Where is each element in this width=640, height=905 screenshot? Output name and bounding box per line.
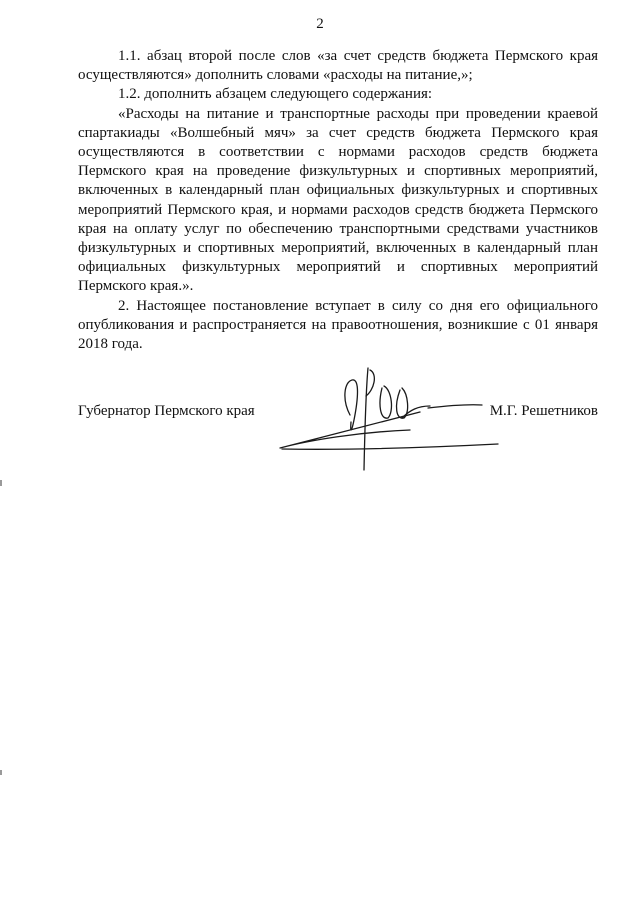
paragraph-2: 2. Настоящее постановление вступает в силу со дня его официального опубликования и распространяется на правоотношения, возникшие с 01 января 2018 года. [78,297,598,353]
paragraph-1-1: 1.1. абзац второй после слов «за счет средств бюджета Пермского края осуществляются» дополнить словами «расходы на питание,»; [78,48,598,84]
signatory-position: Губернатор Пермского края [78,403,255,419]
paragraph-1-2: 1.2. дополнить абзацем следующего содержания: [118,86,433,103]
scan-margin-mark [0,480,2,486]
scan-margin-mark [0,770,2,775]
paragraph-quoted-amendment: «Расходы на питание и транспортные расходы при проведении краевой спартакиады «Волшебный мяч» за счет средств бюджета Пермского края осуществляются в соответствии с нормами расходов средств бюджета Пермского края на проведение физкультурных и спортивных мероприятий, включенных в календарный план официальных физкультурных и спортивных мероприятий Пермского края, и нормами расходов средств бюджета Пермского края на оплату услуг по обеспечению транспортными средствами участников физкультурных и спортивных мероприятий, включенных в календарный план официальных физкультурных мероприятий и спортивных мероприятий Пермского края.». [78,105,598,295]
page-number: 2 [316,16,324,32]
document-body [78,47,598,354]
signature-block [78,403,598,425]
signatory-name: М.Г. Решетников [489,403,598,419]
